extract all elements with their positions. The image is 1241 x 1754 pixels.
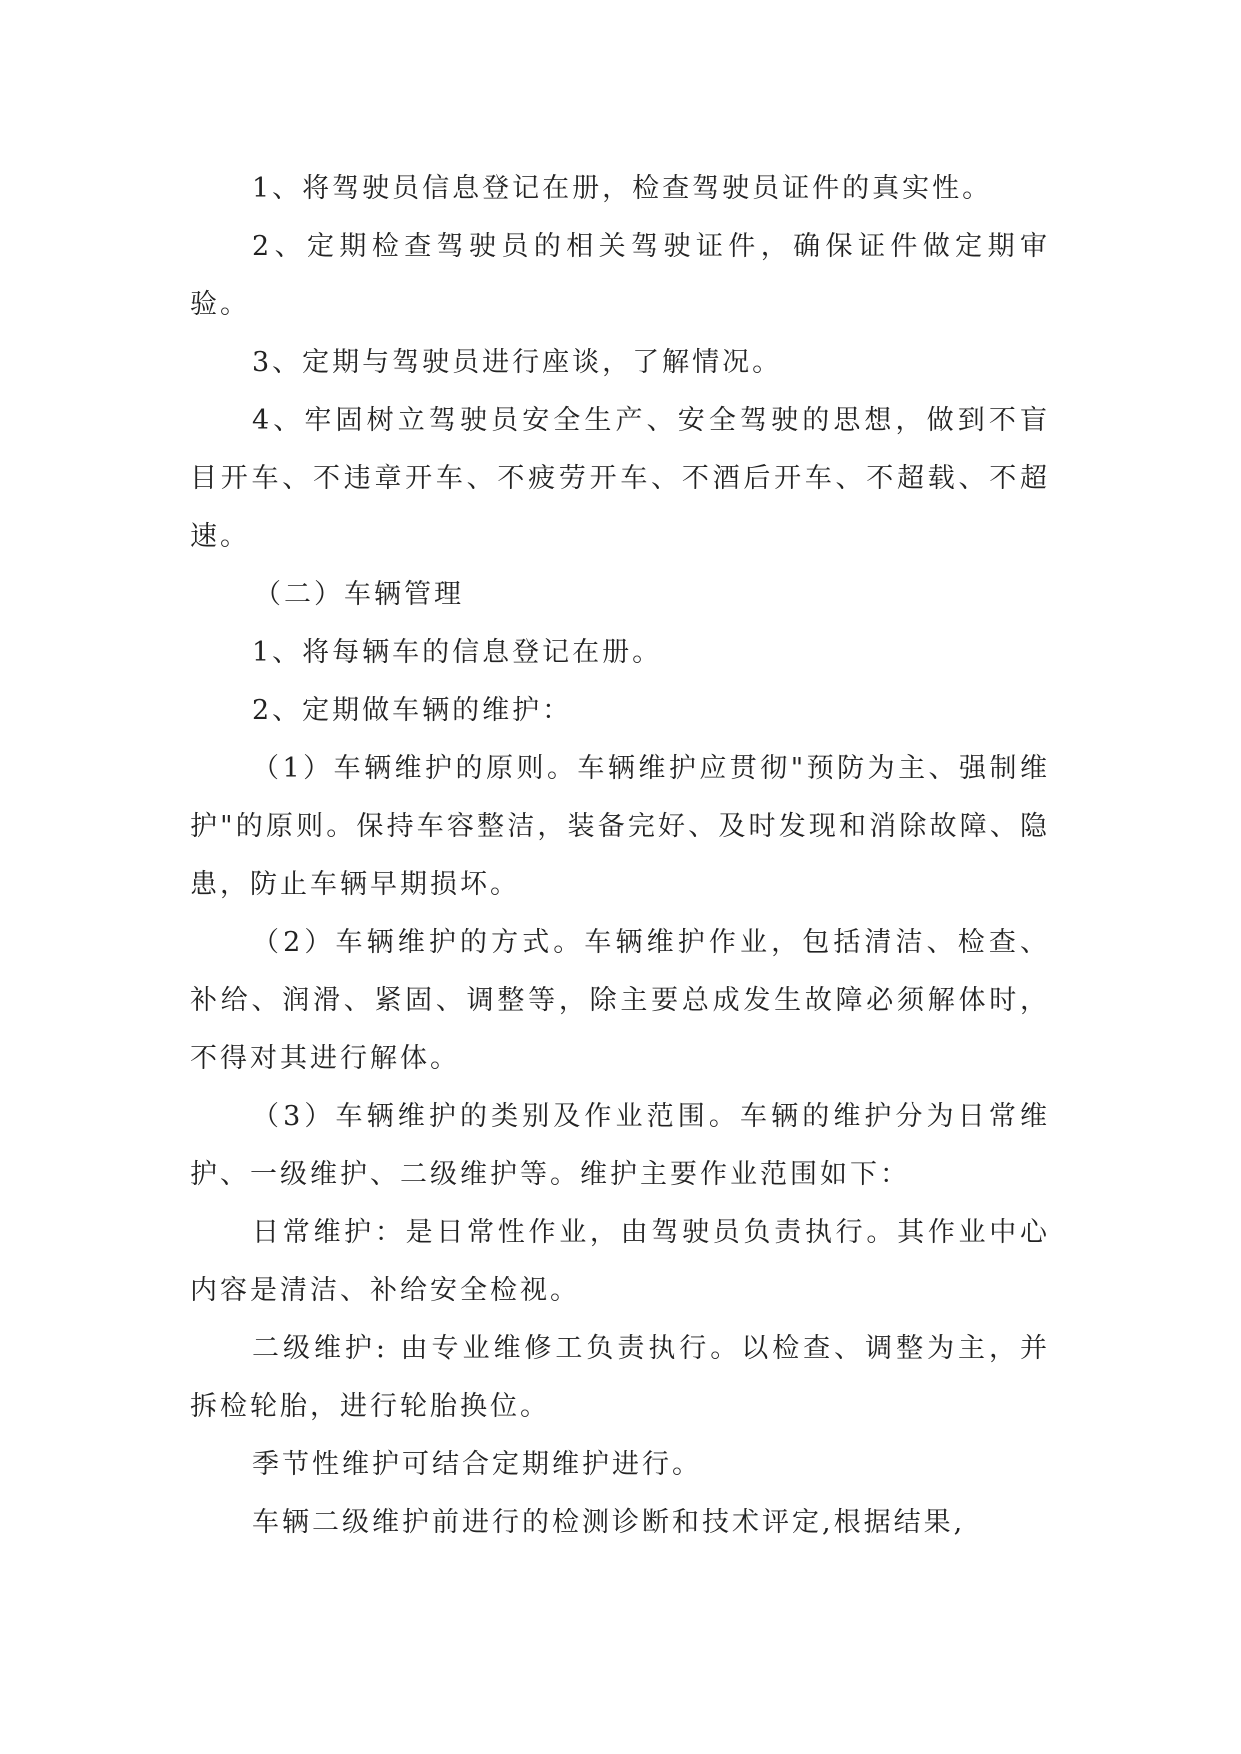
paragraph-maintenance-method: （2）车辆维护的方式。车辆维护作业，包括清洁、检查、补给、润滑、紧固、调整等，除主要总成发生故障必须解体时，不得对其进行解体。	[190, 927, 1050, 1074]
paragraph-license-inspection: 2、定期检查驾驶员的相关驾驶证件，确保证件做定期审验。	[190, 231, 1050, 320]
paragraph-seasonal-maintenance: 季节性维护可结合定期维护进行。	[252, 1449, 702, 1480]
paragraph-secondary-maintenance: 二级维护: 由专业维修工负责执行。以检查、调整为主，并拆检轮胎，进行轮胎换位。	[190, 1333, 1050, 1422]
document-body	[190, 160, 1050, 1552]
paragraph-vehicle-registration: 1、将每辆车的信息登记在册。	[252, 637, 663, 668]
paragraph-pre-maintenance-inspection: 车辆二级维护前进行的检测诊断和技术评定,根据结果,	[252, 1507, 966, 1538]
paragraph-driver-registration: 1、将驾驶员信息登记在册，检查驾驶员证件的真实性。	[252, 173, 993, 204]
paragraph-driver-meeting: 3、定期与驾驶员进行座谈，了解情况。	[252, 347, 783, 378]
section-heading-vehicle-management: （二）车辆管理	[254, 579, 464, 610]
paragraph-maintenance-principle: （1）车辆维护的原则。车辆维护应贯彻"预防为主、强制维护"的原则。保持车容整洁，装备完好、及时发现和消除故障、隐患，防止车辆早期损坏。	[190, 753, 1050, 900]
paragraph-vehicle-maintenance: 2、定期做车辆的维护：	[252, 695, 573, 726]
paragraph-safe-driving: 4、牢固树立驾驶员安全生产、安全驾驶的思想，做到不盲目开车、不违章开车、不疲劳开车、不酒后开车、不超载、不超速。	[190, 405, 1050, 552]
paragraph-daily-maintenance: 日常维护：是日常性作业，由驾驶员负责执行。其作业中心内容是清洁、补给安全检视。	[190, 1217, 1050, 1306]
paragraph-maintenance-categories: （3）车辆维护的类别及作业范围。车辆的维护分为日常维护、一级维护、二级维护等。维护主要作业范围如下：	[190, 1101, 1050, 1190]
